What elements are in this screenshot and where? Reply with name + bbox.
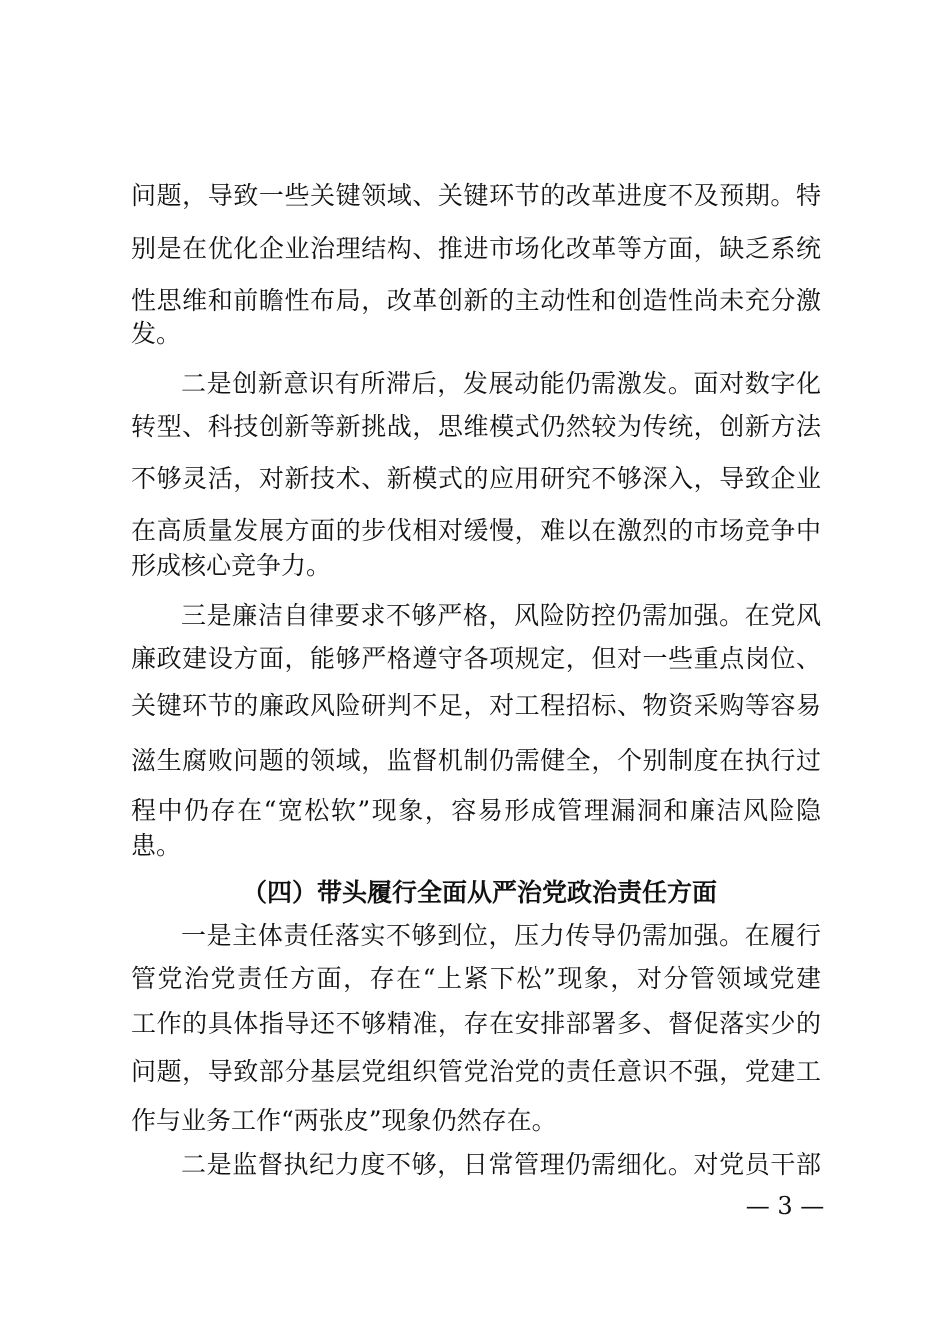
paragraph-line: 不够灵活，对新技术、新模式的应用研究不够深入，导致企业 (131, 464, 821, 493)
paragraph-line: 一是主体责任落实不够到位，压力传导仍需加强。在履行 (181, 921, 821, 950)
paragraph-line: 问题，导致部分基层党组织管党治党的责任意识不强，党建工 (131, 1057, 821, 1086)
paragraph-line: 管党治党责任方面，存在“上紧下松”现象，对分管领域党建 (131, 964, 821, 993)
paragraph-line: 廉政建设方面，能够严格遵守各项规定，但对一些重点岗位、 (131, 644, 821, 673)
paragraph-line: 形成核心竞争力。 (131, 551, 332, 580)
paragraph-line: 二是创新意识有所滞后，发展动能仍需激发。面对数字化 (181, 369, 821, 398)
paragraph-line: 性思维和前瞻性布局，改革创新的主动性和创造性尚未充分激 (131, 286, 821, 315)
paragraph-line: 关键环节的廉政风险研判不足，对工程招标、物资采购等容易 (131, 691, 821, 720)
page-number: — 3 — (745, 1192, 825, 1220)
paragraph-line: 患。 (131, 831, 182, 860)
paragraph-line: 在高质量发展方面的步伐相对缓慢，难以在激烈的市场竞争中 (131, 516, 821, 545)
paragraph-line: 问题，导致一些关键领域、关键环节的改革进度不及预期。特 (131, 181, 821, 210)
paragraph-line: 二是监督执纪力度不够，日常管理仍需细化。对党员干部 (181, 1150, 821, 1179)
paragraph-line: 程中仍存在“宽松软”现象，容易形成管理漏洞和廉洁风险隐 (131, 796, 821, 825)
paragraph-line: 转型、科技创新等新挑战，思维模式仍然较为传统，创新方法 (131, 412, 821, 441)
paragraph-line: 滋生腐败问题的领域，监督机制仍需健全，个别制度在执行过 (131, 746, 821, 775)
paragraph-line: 发。 (131, 319, 182, 348)
paragraph-line: 工作的具体指导还不够精准，存在安排部署多、督促落实少的 (131, 1009, 821, 1038)
paragraph-line: 作与业务工作“两张皮”现象仍然存在。 (131, 1106, 557, 1135)
section-heading: （四）带头履行全面从严治党政治责任方面 (242, 878, 718, 907)
paragraph-line: 别是在优化企业治理结构、推进市场化改革等方面，缺乏系统 (131, 234, 821, 263)
paragraph-line: 三是廉洁自律要求不够严格，风险防控仍需加强。在党风 (181, 601, 821, 630)
